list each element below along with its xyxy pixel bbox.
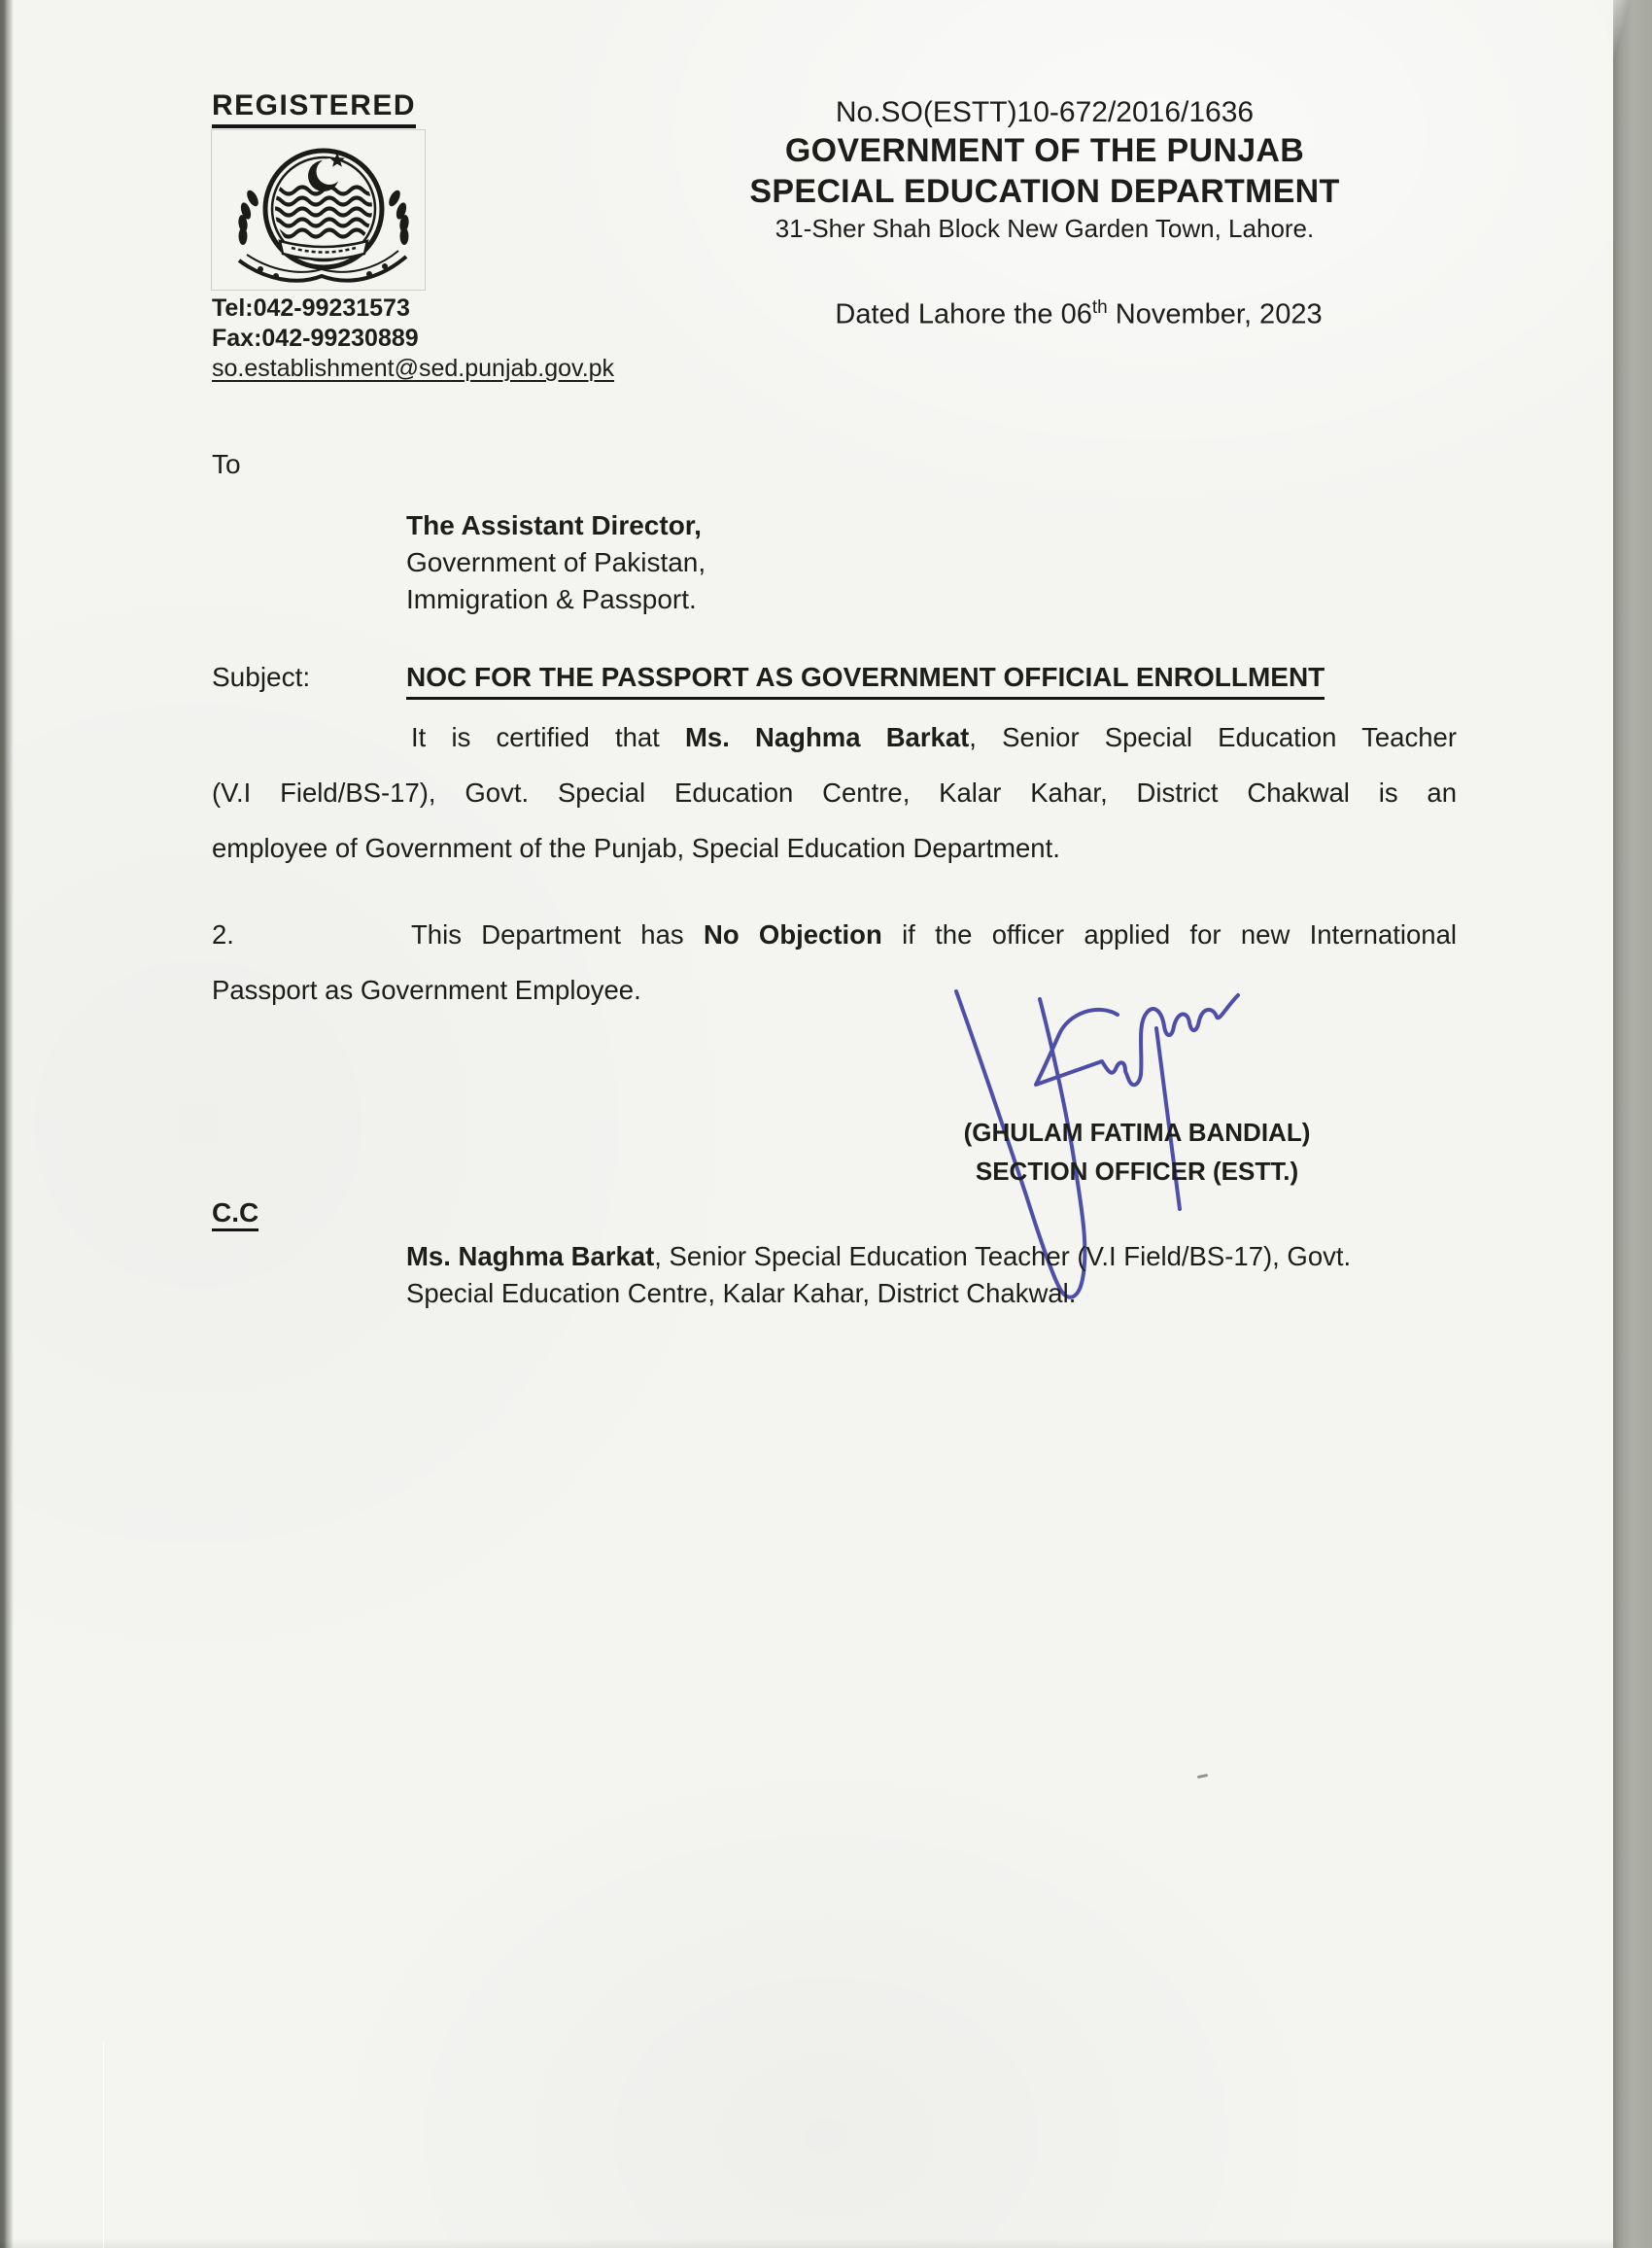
para2-line1: This Department has No Objection if the officer applied for new International	[411, 919, 1457, 950]
department-title: SPECIAL EDUCATION DEPARTMENT	[749, 173, 1340, 210]
addressee-block	[406, 507, 706, 618]
para1-line3: employee of Government of the Punjab, Special Education Department.	[212, 833, 1060, 863]
subject-text: NOC FOR THE PASSPORT AS GOVERNMENT OFFICIAL ENROLLMENT	[406, 661, 1325, 700]
scan-left-edge	[0, 0, 14, 2248]
scan-speck-artifact	[1197, 1774, 1208, 1779]
letterhead-block	[719, 95, 1370, 245]
scan-bottom-shadow	[0, 2238, 1613, 2248]
emblem-frame	[211, 129, 426, 291]
cc-block	[406, 1238, 1393, 1312]
to-label: To	[212, 449, 241, 479]
addressee-name: The Assistant Director,	[406, 510, 702, 540]
scan-right-edge	[1613, 0, 1652, 2248]
punjab-government-emblem-icon	[212, 130, 425, 290]
para1-line1: It is certified that Ms. Naghma Barkat, Senior Special Education Teacher	[411, 722, 1457, 752]
fax-line: Fax:042-99230889	[212, 325, 419, 352]
signatory-title: SECTION OFFICER (ESTT.)	[975, 1157, 1299, 1186]
body-paragraph-1	[212, 709, 1457, 876]
para1-line2: (V.I Field/BS-17), Govt. Special Education Centre, Kalar Kahar, District Chakwal is an	[212, 778, 1457, 808]
para2-number: 2.	[212, 919, 234, 950]
signatory-name: (GHULAM FATIMA BANDIAL)	[963, 1118, 1311, 1147]
date-ordinal: th	[1091, 297, 1108, 318]
registered-label: REGISTERED	[212, 89, 416, 128]
wheat-right-icon	[387, 189, 410, 245]
government-title: GOVERNMENT OF THE PUNJAB	[784, 132, 1305, 169]
department-address: 31-Sher Shah Block New Garden Town, Lahore.	[774, 214, 1315, 243]
addressee-org: Government of Pakistan,	[406, 547, 706, 577]
contact-block	[212, 294, 614, 384]
signatory-block	[894, 1113, 1380, 1191]
scan-corner-artifact	[1608, 0, 1652, 292]
date-line	[748, 292, 1409, 331]
subject-label: Subject:	[212, 662, 311, 692]
wheat-left-icon	[237, 189, 260, 245]
email-line: so.establishment@sed.punjab.gov.pk	[212, 355, 615, 382]
date-text: Dated Lahore the 06	[835, 298, 1092, 330]
addressee-dept: Immigration & Passport.	[406, 584, 697, 614]
cc-line2: Special Education Centre, Kalar Kahar, District Chakwal.	[406, 1278, 1077, 1308]
date-text-end: November, 2023	[1107, 298, 1323, 330]
paper-crease	[103, 2041, 104, 2248]
reference-number: No.SO(ESTT)10-672/2016/1636	[835, 96, 1255, 128]
para2-line2: Passport as Government Employee.	[212, 975, 641, 1005]
cc-label: C.C	[212, 1197, 258, 1231]
cc-line1: Ms. Naghma Barkat, Senior Special Education Teacher (V.I Field/BS-17), Govt.	[406, 1241, 1352, 1271]
tel-line: Tel:042-99231573	[212, 294, 410, 322]
